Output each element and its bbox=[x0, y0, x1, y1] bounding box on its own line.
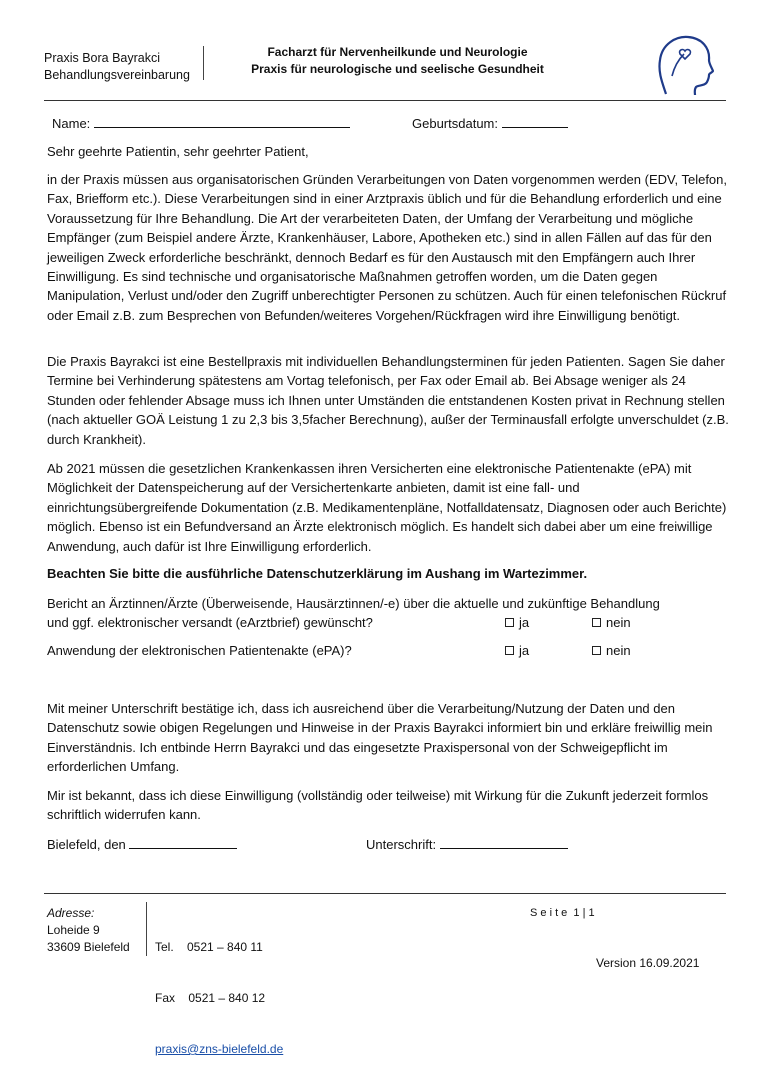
checkbox-icon[interactable] bbox=[505, 646, 514, 655]
question-doctor-report-line1: Bericht an Ärztinnen/Ärzte (Überweisende, Hausärztinnen/-e) über die aktuelle und zukünftige Behandlung bbox=[47, 596, 660, 611]
checkbox-epa-no[interactable] bbox=[592, 641, 631, 660]
header-rule bbox=[44, 100, 726, 101]
checkbox-icon[interactable] bbox=[592, 618, 601, 627]
name-field[interactable] bbox=[52, 114, 350, 133]
header-divider bbox=[203, 46, 204, 80]
footer-divider bbox=[146, 902, 147, 956]
address-city: 33609 Bielefeld bbox=[47, 940, 130, 954]
question-epa: Anwendung der elektronischen Patientenakte (ePA)? bbox=[47, 643, 352, 658]
practice-subtitle: Praxis für neurologische und seelische Gesundheit bbox=[251, 62, 544, 76]
signature-input-line[interactable] bbox=[440, 835, 568, 849]
paragraph-appointments: Die Praxis Bayrakci ist eine Bestellpraxis mit individuellen Behandlungsterminen für jeden Patienten. Sagen Sie daher Termine bei Verhinderung spätestens am Vortag telefonisch, per Fax oder Email ab. Bei Absage weniger als 24 Stunden oder fehlender Absage muss ich Ihnen unter Umständen die entstandenen Kosten privat in Rechnung stellen (nach aktueller GOÄ Leistung 1 zu 2,3 bis 3,5facher Berechnung), außer der Terminausfall erfolgte unverschuldet (z.B. durch Krankheit). bbox=[47, 354, 729, 447]
salutation: Sehr geehrte Patientin, sehr geehrter Patient, bbox=[47, 144, 309, 159]
footer-rule bbox=[44, 893, 726, 894]
question-doctor-report-line2: und ggf. elektronischer versandt (eArztbrief) gewünscht? bbox=[47, 615, 373, 631]
paragraph-data-processing: in der Praxis müssen aus organisatorischen Gründen Verarbeitungen von Daten vorgenommen werden (EDV, Telefon, Fax, Briefform etc.). Diese Verarbeitungen sind in einer Arztpraxis üblich und für die Behandlung erforderlich und eine Voraussetzung für Ihre Behandlung. Die Art der verarbeiteten Daten, der Umfang der Verarbeitung und mögliche Empfänger (zum Beispiel andere Ärzte, Krankenhäuser, Labore, Apotheken etc.) sind in allen Fällen auf das für den jeweiligen Zweck erforderliche beschränkt, dennoch Bedarf es für den Austausch mit den Empfängern auch Ihrer Einwilligung. Es sind technische und organisatorische Maßnahmen getroffen worden, um die Daten gegen Manipulation, Verlust und/oder den Zugriff unberechtigter Personen zu schützen. Auch für einen telefonischen Rückruf oder Email z.B. zum Besprechen von Befunden/weiteres Vorgehen/Rückfragen wird ihre Einwilligung benötigt. bbox=[47, 172, 728, 323]
footer-contact bbox=[155, 905, 283, 1075]
fax-number: Fax 0521 – 840 12 bbox=[155, 991, 266, 1005]
footer-address bbox=[47, 905, 130, 956]
email-link[interactable]: praxis@zns-bielefeld.de bbox=[155, 1042, 284, 1056]
page-number: S e i t e 1 | 1 bbox=[530, 907, 595, 919]
specialty-title: Facharzt für Nervenheilkunde und Neurologie bbox=[267, 45, 528, 59]
practice-name: Praxis Bora Bayrakci bbox=[44, 51, 161, 65]
place-date-label: Bielefeld, den bbox=[47, 837, 126, 852]
checkbox-report-no[interactable] bbox=[592, 613, 631, 632]
address-label: Adresse: bbox=[47, 906, 95, 920]
address-street: Loheide 9 bbox=[47, 923, 100, 937]
checkbox-icon[interactable] bbox=[592, 646, 601, 655]
date-input-line[interactable] bbox=[129, 835, 237, 849]
option-yes-label: ja bbox=[519, 643, 530, 658]
birthdate-field[interactable] bbox=[412, 114, 568, 133]
checkbox-icon[interactable] bbox=[505, 618, 514, 627]
header-title bbox=[215, 44, 580, 78]
signature-label: Unterschrift: bbox=[366, 837, 437, 852]
checkbox-report-yes[interactable] bbox=[505, 613, 529, 632]
head-with-heart-logo bbox=[652, 34, 714, 96]
paragraph-consent: Mit meiner Unterschrift bestätige ich, dass ich ausreichend über die Verarbeitung/Nutzung der Daten und den Datenschutz sowie obigen Regelungen und Hinweise in der Praxis Bayrakci informiert bin und erkläre freiwillig mein Einverständnis. Ich entbinde Herrn Bayrakci und das eingesetzte Praxispersonal von der Schweigepflicht im erforderlichen Umfang. bbox=[47, 701, 713, 775]
option-no-label: nein bbox=[606, 615, 631, 630]
version-label: Version 16.09.2021 bbox=[596, 956, 700, 970]
birthdate-input-line[interactable] bbox=[502, 114, 568, 128]
paragraph-revocation: Mir ist bekannt, dass ich diese Einwilligung (vollständig oder teilweise) mit Wirkung für die Zukunft jederzeit formlos schriftlich widerrufen kann. bbox=[47, 788, 709, 823]
birthdate-label: Geburtsdatum: bbox=[412, 116, 498, 131]
practice-block bbox=[44, 50, 190, 84]
document-type: Behandlungsvereinbarung bbox=[44, 68, 190, 82]
name-label: Name: bbox=[52, 116, 91, 131]
place-date-field[interactable] bbox=[47, 835, 237, 854]
name-input-line[interactable] bbox=[94, 114, 350, 128]
privacy-notice: Beachten Sie bitte die ausführliche Datenschutzerklärung im Aushang im Wartezimmer. bbox=[47, 566, 588, 581]
option-yes-label: ja bbox=[519, 615, 530, 630]
option-no-label: nein bbox=[606, 643, 631, 658]
checkbox-epa-yes[interactable] bbox=[505, 641, 529, 660]
signature-field[interactable] bbox=[366, 835, 568, 854]
phone-number: Tel. 0521 – 840 11 bbox=[155, 940, 263, 954]
paragraph-epa: Ab 2021 müssen die gesetzlichen Krankenkassen ihren Versicherten eine elektronische Patientenakte (ePA) mit Möglichkeit der Datenspeicherung auf der Versichertenkarte anbieten, damit ist eine fall- und einrichtungsübergreifende Dokumentation (z.B. Medikamentenpläne, Notfalldatensatz, Diagnosen oder auch Berichte) möglich. Ebenso ist ein Befundversand an Ärzte elektronisch möglich. Es handelt sich dabei aber um eine freiwillige Anwendung, auch dafür ist Ihre Einwilligung erforderlich. bbox=[47, 461, 727, 554]
